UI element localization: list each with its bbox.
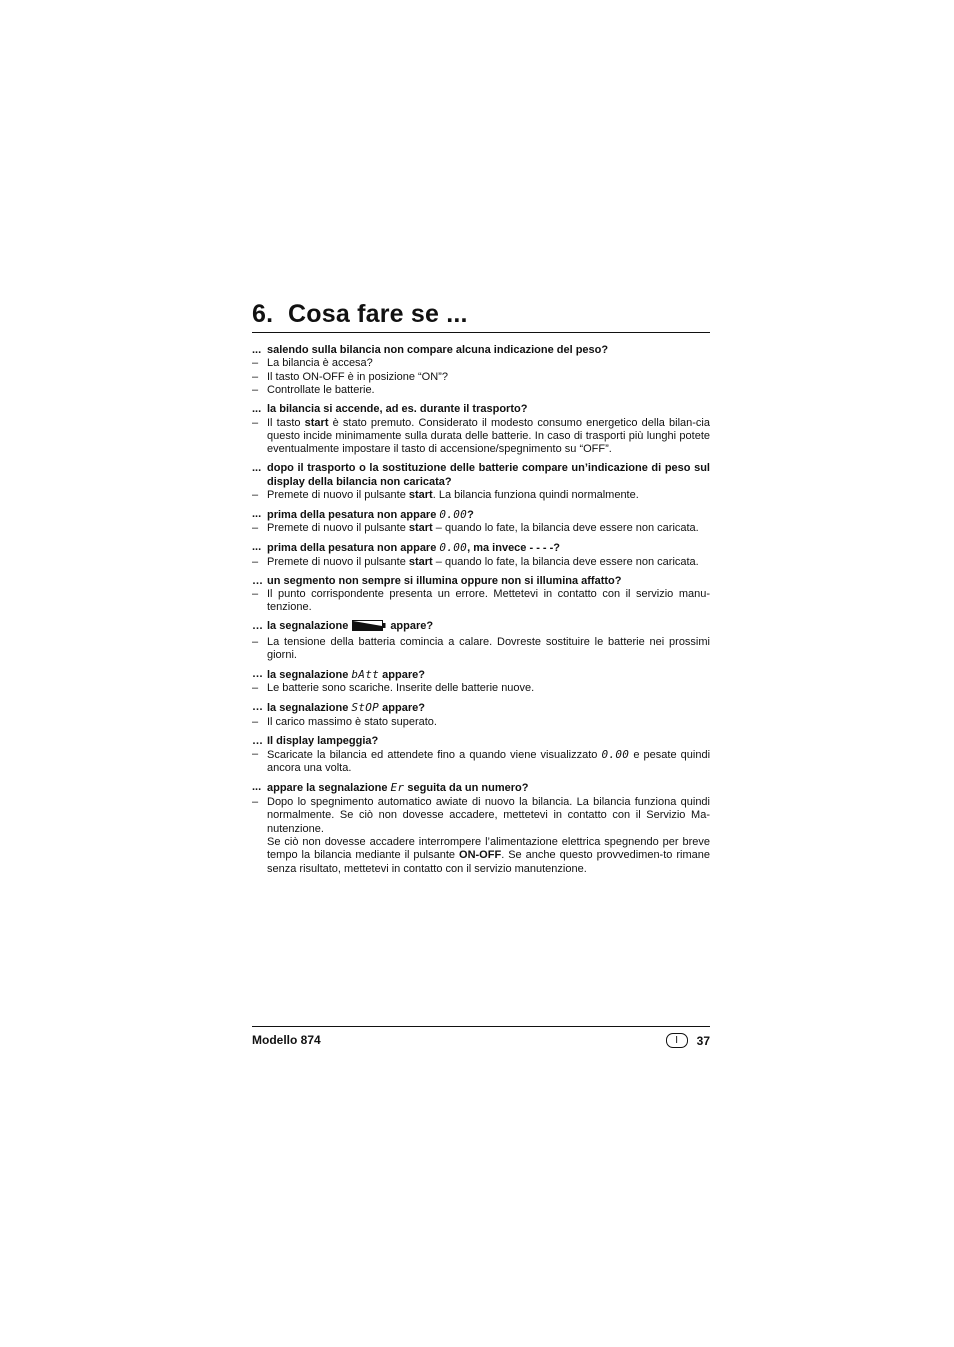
list-item: – Le batterie sono scariche. Inserite delle batterie nuove.	[252, 682, 535, 695]
list-item: – Il punto corrispondente presenta un errore. Mettetevi in contatto con il servizio manu-tenzione.	[252, 588, 710, 614]
list-item: – Premete di nuovo il pulsante start – quando lo fate, la bilancia deve essere non caricata.	[252, 522, 699, 535]
list-item: – La tensione della batteria comincia a calare. Dovreste sostituire le batterie nei prossimi giorni.	[252, 635, 710, 662]
page-footer	[252, 1026, 710, 1048]
low-battery-icon	[352, 620, 386, 635]
question-no-weight: ... salendo sulla bilancia non compare alcuna indicazione del peso?	[252, 344, 609, 356]
display-readout: bAtt	[351, 668, 380, 682]
troubleshooting-content	[252, 344, 710, 876]
question-batt: … la segnalazione bAtt appare?	[252, 668, 425, 682]
section-number: 6.	[252, 300, 274, 328]
question-error-code: ... appare la segnalazione Er seguita da un numero?	[252, 781, 529, 795]
question-segment: … un segmento non sempre si illumina oppure non si illumina affatto?	[252, 574, 622, 587]
list-item: – Controllate le batterie.	[252, 384, 375, 397]
display-readout: 0.00	[439, 507, 468, 521]
section-title: Cosa fare se ...	[288, 300, 468, 328]
display-readout: 0.00	[601, 748, 630, 762]
list-item: – La bilancia è accesa?	[252, 357, 373, 370]
page-info	[666, 1033, 710, 1048]
display-readout: StOP	[351, 701, 380, 715]
question-turns-on-transport: ... la bilancia si accende, ad es. durante il trasporto?	[252, 403, 528, 416]
list-item: – Premete di nuovo il pulsante start. La bilancia funziona quindi normalmente.	[252, 489, 639, 502]
list-item: – Il carico massimo è stato superato.	[252, 715, 437, 728]
page-number: 37	[696, 1033, 710, 1048]
question-dashes: ... prima della pesatura non appare 0.00, ma invece - - - -?	[252, 541, 561, 555]
list-item: – Premete di nuovo il pulsante start – quando lo fate, la bilancia deve essere non caricata.	[252, 555, 699, 568]
question-low-battery: … la segnalazione appare?	[252, 620, 710, 635]
list-item: – Il tasto ON-OFF è in posizione “ON”?	[252, 370, 448, 383]
list-item: – Il tasto start è stato premuto. Considerato il modesto consumo energetico della bilan-cia questo incide minimamente sulla durata delle batterie. In caso di trasporti più lunghi potete eventualmente impostare il tasto di accensione/spegnimento su “OFF”.	[252, 416, 710, 456]
question-weight-after-transport: ... dopo il trasporto o la sostituzione delle batterie compare un’indicazione di peso sul display della bilancia non caricata?	[252, 462, 710, 488]
display-readout: 0.00	[439, 541, 468, 555]
question-zero-missing: ... prima della pesatura non appare 0.00?	[252, 507, 474, 521]
question-stop: … la segnalazione StOP appare?	[252, 701, 425, 715]
question-display-blinks: … Il display lampeggia?	[252, 734, 379, 747]
page-title	[252, 300, 710, 333]
display-readout: Er	[390, 781, 405, 795]
list-item: – Dopo lo spegnimento automatico awiate di nuovo la bilancia. La bilancia funziona quindi normalmente. Se ciò non dovesse accadere, mettetevi in contatto con il Servizio Ma-nutenzione. Se ciò non dovesse accadere interrompere l’alimentazione elettrica spegnendo per breve tempo la bilancia mediante il pulsante ON-OFF. Se anche questo provvedimen-to rimane senza risultato, mettetevi in contatto con il servizio manutenzione.	[252, 795, 710, 875]
list-item: – Scaricate la bilancia ed attendete fino a quando viene visualizzato 0.00 e pesate quindi ancora una volta.	[252, 748, 711, 775]
language-badge: I	[666, 1033, 688, 1048]
model-name: Modello 874	[252, 1033, 321, 1047]
